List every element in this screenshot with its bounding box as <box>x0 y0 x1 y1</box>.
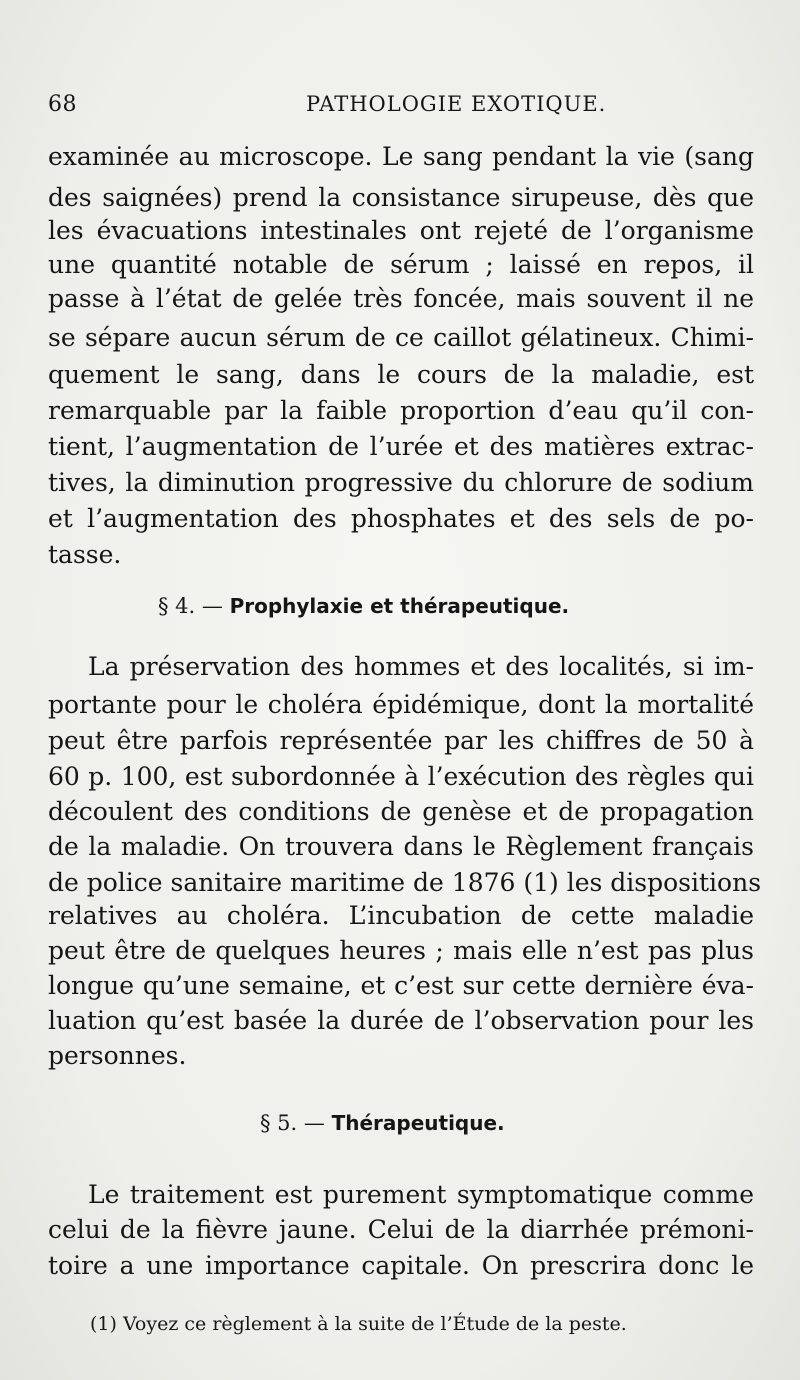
text-line: portante pour le choléra épidémique, dont la mortalité <box>48 690 754 719</box>
section-title: Thérapeutique. <box>331 1111 505 1135</box>
text-line: découlent des conditions de genèse et de propagation <box>48 797 754 826</box>
text-line: remarquable par la faible proportion d’eau qu’il con- <box>48 396 754 425</box>
text-line: relatives au choléra. L’incubation de cette maladie <box>48 901 754 930</box>
text-line: examinée au microscope. Le sang pendant la vie (sang <box>48 142 754 171</box>
section-title: Prophylaxie et thérapeutique. <box>229 594 570 618</box>
text-line: La préservation des hommes et des localités, si im- <box>88 652 754 681</box>
text-line: une quantité notable de sérum ; laissé en repos, il <box>48 250 754 279</box>
text-line: des saignées) prend la consistance sirupeuse, dès que <box>48 183 754 212</box>
text-line: longue qu’une semaine, et c’est sur cette dernière éva- <box>48 971 754 1000</box>
text-line: Le traitement est purement symptomatique comme <box>88 1180 754 1209</box>
text-line: quement le sang, dans le cours de la maladie, est <box>48 360 754 389</box>
text-line: peut être parfois représentée par les chiffres de 50 à <box>48 726 754 755</box>
text-line: tasse. <box>48 540 122 569</box>
section-heading-5 <box>260 1108 505 1138</box>
section-heading-4 <box>158 591 569 621</box>
page-number: 68 <box>48 92 77 117</box>
text-line: peut être de quelques heures ; mais elle n’est pas plus <box>48 936 754 965</box>
page-header <box>48 92 754 126</box>
text-line: passe à l’état de gelée très foncée, mais souvent il ne <box>48 284 754 313</box>
footnote: (1) Voyez ce règlement à la suite de l’Étude de la peste. <box>90 1313 627 1335</box>
text-line: 60 p. 100, est subordonnée à l’exécution des règles qui <box>48 762 754 791</box>
text-line: tient, l’augmentation de l’urée et des matières extrac- <box>48 432 754 461</box>
text-line: luation qu’est basée la durée de l’observation pour les <box>48 1006 754 1035</box>
section-number: § 4. — <box>158 594 223 618</box>
text-line: tives, la diminution progressive du chlorure de sodium <box>48 468 754 497</box>
text-line: de police sanitaire maritime de 1876 (1) les dispositions <box>48 868 762 897</box>
text-line: se sépare aucun sérum de ce caillot gélatineux. Chimi- <box>48 323 754 352</box>
running-title: PATHOLOGIE EXOTIQUE. <box>306 92 607 116</box>
text-line: et l’augmentation des phosphates et des sels de po- <box>48 504 754 533</box>
text-line: personnes. <box>48 1041 187 1070</box>
text-line: les évacuations intestinales ont rejeté de l’organisme <box>48 216 754 245</box>
text-line: de la maladie. On trouvera dans le Règlement français <box>48 832 754 861</box>
section-number: § 5. — <box>260 1111 325 1135</box>
text-line: toire a une importance capitale. On prescrira donc le <box>48 1251 754 1280</box>
text-line: celui de la fièvre jaune. Celui de la diarrhée prémoni- <box>48 1215 754 1244</box>
